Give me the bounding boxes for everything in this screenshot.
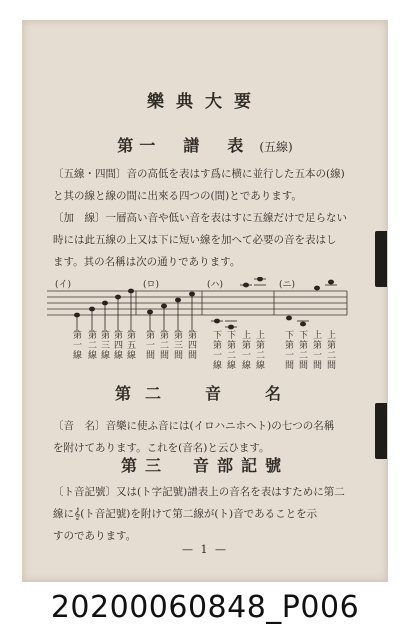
staff-column-label: 上 第 一 線	[241, 331, 251, 371]
staff-column-label: 第 一 線	[72, 331, 82, 361]
staff-column-label: 第 四 線	[113, 331, 123, 361]
section-3-line: 〔ト音記號〕又は(ト字記號)譜表上の音名を表はすために第二	[53, 486, 345, 498]
page-number: — 1 —	[182, 543, 228, 556]
section-3-line: すのであります。	[53, 530, 137, 542]
staff-column-label: 下 第 一 線	[212, 331, 222, 371]
staff-column-label: 下 第 一 間	[284, 331, 294, 371]
section-2-heading: 第二 音 名	[114, 384, 295, 403]
section-2-line: を附けてあります。これを(音名)と云ひます。	[53, 442, 270, 454]
section-1-heading-text: 第一 譜 表	[117, 136, 250, 155]
staff-group-label: (ロ)	[143, 280, 160, 290]
staff-column-label: 下 第 二 間	[298, 331, 308, 371]
section-1-line: 〔五線・四間〕音の高低を表はす爲に横に並行した五本の(線)	[53, 168, 345, 180]
staff-column-label: 第 二 間	[159, 331, 169, 361]
page-title: 樂典大要	[147, 92, 263, 112]
section-1-body	[53, 163, 383, 273]
section-1-heading-note: (五線)	[259, 140, 293, 154]
staff-column-label: 第 四 間	[187, 331, 197, 361]
staff-column-label: 第 五 線	[126, 331, 136, 361]
staff-column-label: 上 第 二 間	[326, 331, 336, 371]
staff-column-label: 第 三 線	[100, 331, 110, 361]
section-2-line: 〔音 名〕音樂に使ふ音には(イロハニホヘト)の七つの名稱	[53, 420, 335, 432]
section-1-line: 時には此五線の上又は下に短い線を加へて必要の音を表はし	[53, 234, 337, 246]
section-1-line: 〔加 線〕一層高い音や低い音を表はすに五線だけで足らない	[53, 212, 347, 224]
section-1-line: と其の線と線の間に出來る四つの(間)とであります。	[53, 190, 302, 202]
staff-diagram	[47, 277, 367, 373]
section-3-line: 線に𝄞(ト音記號)を附けて第二線が(ト)音であることを示	[53, 508, 318, 520]
staff-group-label: (イ)	[55, 280, 72, 290]
staff-column-label: 第 三 間	[173, 331, 183, 361]
document-page	[22, 20, 388, 582]
section-3-heading: 第三 音部記號	[120, 456, 289, 475]
staff-column-label: 上 第 二 線	[255, 331, 265, 371]
catalog-id-caption: 20200060848_P006	[50, 590, 360, 625]
section-3-body	[53, 481, 383, 547]
staff-column-label: 上 第 一 間	[312, 331, 322, 371]
staff-column-label: 下 第 二 線	[226, 331, 236, 371]
staff-group-label: (ニ)	[279, 280, 296, 290]
staff-group-label: (ハ)	[207, 280, 224, 290]
staff-column-label: 第 二 線	[87, 331, 97, 361]
section-1-heading	[23, 133, 387, 156]
section-1-line: ます。其の名稱は次の通りであります。	[53, 256, 241, 268]
staff-column-label: 第 一 間	[145, 331, 155, 361]
